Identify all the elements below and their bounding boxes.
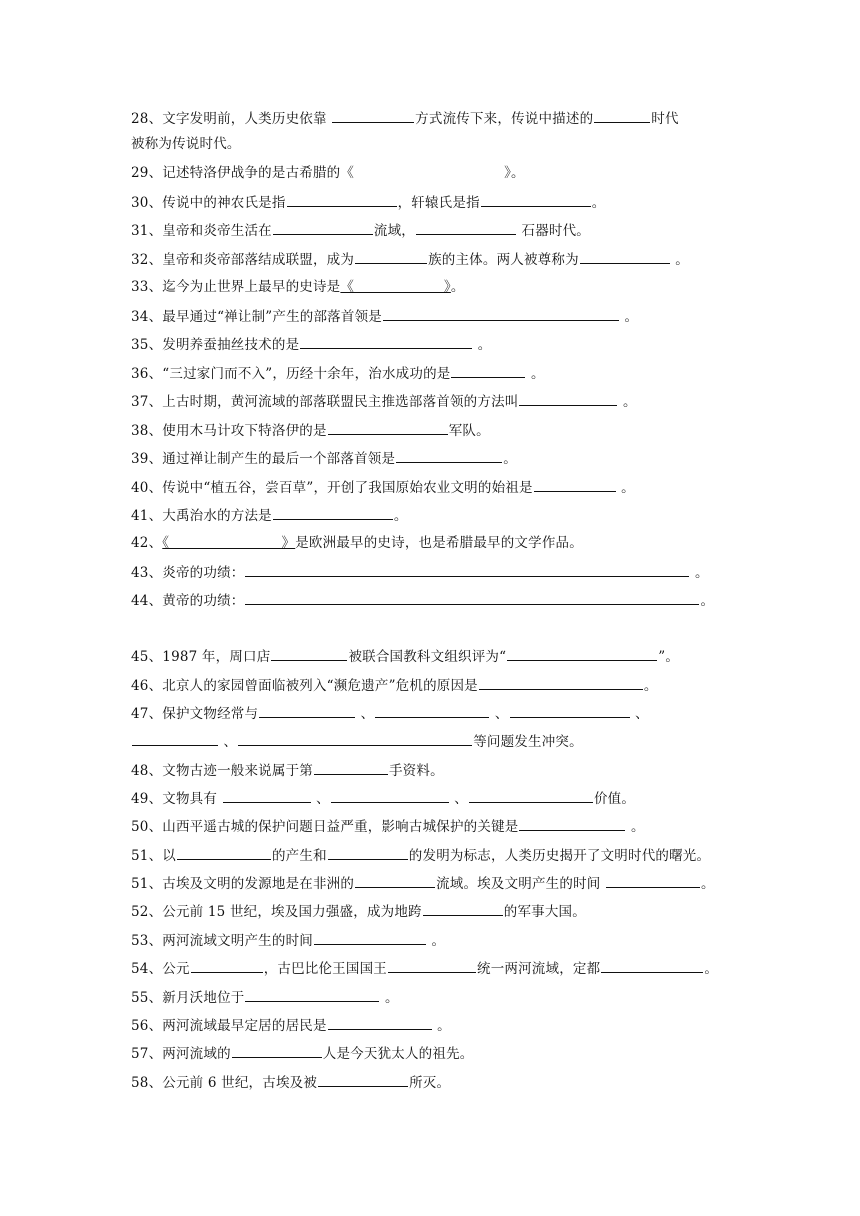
answer-blank[interactable] <box>510 703 630 718</box>
question-line <box>131 334 491 355</box>
answer-blank[interactable] <box>132 731 218 746</box>
question-line <box>131 1072 450 1093</box>
answer-blank[interactable] <box>314 760 388 775</box>
answer-blank[interactable] <box>451 363 525 378</box>
answer-blank[interactable] <box>481 192 591 207</box>
question-text: 、 <box>490 706 509 722</box>
question-text: 。 <box>690 565 709 581</box>
question-line <box>131 477 635 498</box>
question-line <box>131 391 637 412</box>
answer-blank[interactable] <box>396 448 502 463</box>
question-text: 。 <box>426 933 446 949</box>
answer-blank[interactable] <box>388 958 476 973</box>
question-text: ，轩辕氏是指 <box>397 195 480 211</box>
question-text: 等问题发生冲突。 <box>473 734 583 750</box>
question-line <box>131 562 709 583</box>
question-text: 、 <box>356 706 375 722</box>
question-line <box>131 760 444 781</box>
question-text: 的军事大国。 <box>503 904 586 920</box>
answer-blank[interactable] <box>355 249 427 264</box>
question-text: 42、 <box>131 535 163 551</box>
question-text: 、 <box>449 791 468 807</box>
question-text: 所灭。 <box>409 1075 451 1091</box>
question-line <box>131 731 583 752</box>
question-text: 57、两河流域的 <box>131 1046 231 1062</box>
answer-blank[interactable] <box>331 788 449 803</box>
question-text: 。 <box>700 876 715 892</box>
question-text: 46、北京人的家园曾面临被列入“濒危遗产”危机的原因是 <box>131 678 478 694</box>
question-line <box>131 845 710 866</box>
question-text: 。 <box>432 1018 451 1034</box>
answer-blank[interactable] <box>507 646 657 661</box>
answer-blank[interactable] <box>273 505 393 520</box>
answer-blank[interactable] <box>423 901 503 916</box>
answer-blank[interactable] <box>232 1043 322 1058</box>
question-text: 。 <box>619 309 639 325</box>
question-line <box>131 901 586 922</box>
answer-blank[interactable] <box>223 788 311 803</box>
question-text: 。 <box>626 819 645 835</box>
question-text: 52、公元前 15 世纪，埃及国力强盛，成为地跨 <box>131 904 422 920</box>
question-text: 。 <box>704 961 719 977</box>
question-line <box>131 277 465 297</box>
answer-blank[interactable] <box>469 788 593 803</box>
question-text: 34、最早通过“禅让制”产生的部落首领是 <box>131 309 382 325</box>
question-text: 51、以 <box>131 848 176 864</box>
underlined-title-blank[interactable]: 《 》 <box>340 279 451 295</box>
question-text: 族的主体。两人被尊称为 <box>428 252 579 268</box>
question-text: ，古巴比伦王国国王 <box>263 961 387 977</box>
question-text: 流域， <box>373 223 415 239</box>
question-text: 是欧洲最早的史诗，也是希腊最早的文学作品。 <box>295 535 583 551</box>
question-line <box>131 590 714 611</box>
answer-blank[interactable] <box>479 675 643 690</box>
question-line <box>131 533 583 553</box>
question-text: 人是今天犹太人的祖先。 <box>322 1046 474 1062</box>
question-text: 32、皇帝和炎帝部落结成联盟，成为 <box>131 252 355 268</box>
question-text: 。 <box>503 451 517 467</box>
question-text: 的产生和 <box>271 848 327 864</box>
answer-blank[interactable] <box>328 1015 432 1030</box>
question-line <box>131 306 638 327</box>
answer-blank[interactable] <box>355 873 435 888</box>
question-line <box>131 675 658 696</box>
question-text: 。 <box>670 252 689 268</box>
question-text: 。 <box>393 508 408 524</box>
question-text: 39、通过禅让制产生的最后一个部落首领是 <box>131 451 396 467</box>
question-text: 45、1987 年，周口店 <box>131 649 271 665</box>
answer-blank[interactable] <box>245 590 699 605</box>
question-text: 47、保护文物经常与 <box>131 706 259 722</box>
answer-blank[interactable] <box>314 930 426 945</box>
answer-blank[interactable] <box>318 1072 408 1087</box>
question-line <box>131 987 399 1008</box>
question-line <box>131 448 517 469</box>
question-text: 手资料。 <box>388 763 444 779</box>
question-text: 43、炎帝的功绩： <box>131 565 245 581</box>
question-text: 40、传说中“植五谷，尝百草”，开创了我国原始农业文明的始祖是 <box>131 480 533 496</box>
question-line <box>131 1015 451 1036</box>
question-text: 石器时代。 <box>517 223 590 239</box>
question-text: 流域。埃及文明产生的时间 <box>436 876 605 892</box>
answer-blank[interactable] <box>245 562 689 577</box>
answer-blank[interactable] <box>191 958 263 973</box>
question-line <box>131 192 605 213</box>
question-text: 。 <box>591 195 606 211</box>
question-line <box>131 873 715 894</box>
question-text: 53、两河流域文明产生的时间 <box>131 933 313 949</box>
question-text: 44、黄帝的功绩： <box>131 593 245 609</box>
answer-blank[interactable] <box>519 816 625 831</box>
answer-blank[interactable] <box>245 987 379 1002</box>
answer-blank[interactable] <box>238 731 472 746</box>
question-line <box>131 816 645 837</box>
question-line <box>131 958 718 979</box>
question-text: 36、“三过家门而不入”，历经十余年，治水成功的是 <box>131 366 451 382</box>
question-text: 。 <box>700 593 715 609</box>
answer-blank[interactable] <box>273 220 373 235</box>
question-text: 29、记述特洛伊战争的是古希腊的《 <box>131 165 355 181</box>
question-text: 。 <box>643 678 658 694</box>
answer-blank[interactable] <box>601 958 703 973</box>
question-text: 。 <box>618 394 637 410</box>
question-text: 。 <box>450 279 465 295</box>
question-text: 51、古埃及文明的发源地是在非洲的 <box>131 876 355 892</box>
answer-blank[interactable] <box>375 703 489 718</box>
underlined-title-blank[interactable]: 《 》 <box>162 535 296 551</box>
question-text: 56、两河流域最早定居的居民是 <box>131 1018 327 1034</box>
question-text: 41、大禹治水的方法是 <box>131 508 272 524</box>
answer-blank[interactable] <box>328 845 408 860</box>
question-text: 被联合国教科文组织评为“ <box>348 649 507 665</box>
question-text: 价值。 <box>593 791 636 807</box>
question-text: 38、使用木马计攻下特洛伊的是 <box>131 423 327 439</box>
question-line <box>131 420 490 441</box>
question-text: 。 <box>380 990 399 1006</box>
question-text: 33、迄今为止世界上最早的史诗是 <box>131 279 341 295</box>
answer-blank[interactable] <box>287 192 397 207</box>
question-line <box>131 163 525 183</box>
question-text: 。 <box>473 337 492 353</box>
answer-blank[interactable] <box>271 646 347 661</box>
question-line <box>131 108 679 129</box>
question-text: 37、上古时期，黄河流域的部落联盟民主推选部落首领的方法叫 <box>131 394 519 410</box>
answer-blank[interactable] <box>416 220 516 235</box>
question-text: 》。 <box>504 165 525 181</box>
answer-blank[interactable] <box>259 703 355 718</box>
question-text: 30、传说中的神农氏是指 <box>131 195 286 211</box>
question-line <box>131 788 635 809</box>
answer-blank[interactable] <box>328 420 448 435</box>
question-text: 。 <box>526 366 545 382</box>
question-text: 、 <box>630 706 649 722</box>
answer-blank[interactable] <box>300 334 472 349</box>
question-line <box>131 1043 473 1064</box>
answer-blank[interactable] <box>534 477 616 492</box>
answer-blank[interactable] <box>383 306 619 321</box>
question-text: 时代 <box>651 111 679 127</box>
question-text: 军队。 <box>448 423 490 439</box>
question-text: 58、公元前 6 世纪，古埃及被 <box>131 1075 318 1091</box>
answer-blank[interactable] <box>594 108 650 123</box>
question-line <box>131 646 679 667</box>
question-text: ”。 <box>658 649 680 665</box>
question-line <box>131 249 689 270</box>
question-text: 55、新月沃地位于 <box>131 990 245 1006</box>
question-line <box>131 134 241 154</box>
question-text: 54、公元 <box>131 961 190 977</box>
question-text: 35、发明养蚕抽丝技术的是 <box>131 337 300 353</box>
question-text: 48、文物古迹一般来说属于第 <box>131 763 313 779</box>
answer-blank[interactable] <box>580 249 670 264</box>
question-text: 统一两河流域，定都 <box>477 961 601 977</box>
answer-blank[interactable] <box>332 108 414 123</box>
question-text: 31、皇帝和炎帝生活在 <box>131 223 272 239</box>
question-text: 、 <box>219 734 238 750</box>
question-line <box>131 703 649 724</box>
question-text: 28、文字发明前，人类历史依靠 <box>131 111 332 127</box>
question-text: 50、山西平遥古城的保护问题日益严重，影响古城保护的关键是 <box>131 819 519 835</box>
answer-blank[interactable] <box>519 391 617 406</box>
question-line <box>131 505 408 526</box>
question-text: 的发明为标志，人类历史揭开了文明时代的曙光。 <box>408 848 711 864</box>
question-text: 49、文物具有 <box>131 791 222 807</box>
answer-blank[interactable] <box>177 845 271 860</box>
question-text: 方式流传下来，传说中描述的 <box>415 111 594 127</box>
question-text: 。 <box>616 480 635 496</box>
question-text: 被称为传说时代。 <box>131 136 241 152</box>
question-line <box>131 363 545 384</box>
question-line <box>131 220 590 241</box>
answer-blank[interactable] <box>606 873 700 888</box>
question-text: 、 <box>311 791 330 807</box>
question-line <box>131 930 445 951</box>
